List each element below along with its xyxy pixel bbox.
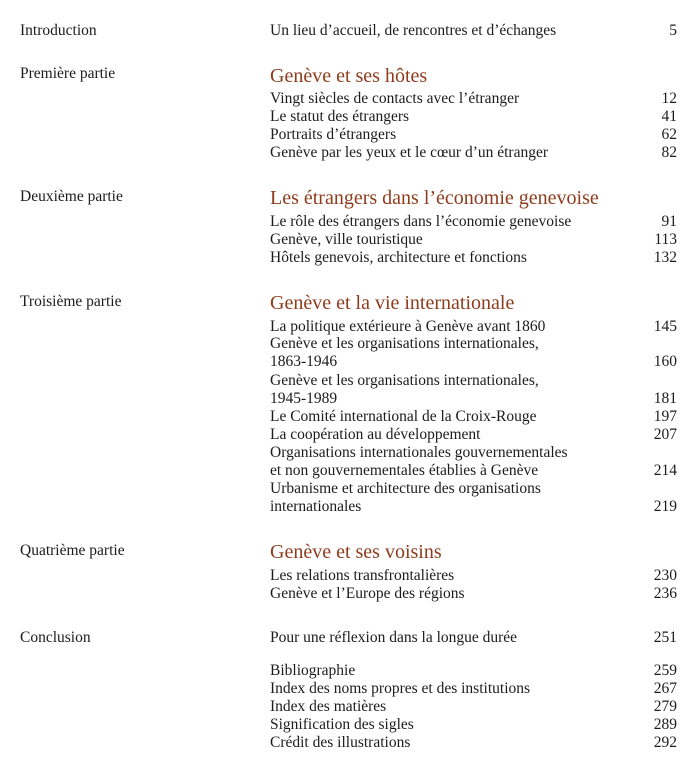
toc-entry-line2[interactable] <box>0 352 699 372</box>
toc-entry-appendix[interactable] <box>0 733 699 753</box>
entry-page: 207 <box>653 426 677 443</box>
entry-title: Le statut des étrangers <box>270 108 410 125</box>
toc-entry-conclusion[interactable] <box>0 628 699 648</box>
section-title: Genève et ses hôtes <box>270 65 428 87</box>
entry-title: Pour une réflexion dans la longue durée <box>270 629 518 646</box>
part-label: Deuxième partie <box>20 188 123 205</box>
section-title: Genève et ses voisins <box>270 541 442 563</box>
toc-entry[interactable] <box>0 125 699 145</box>
entry-title: Bibliographie <box>270 662 356 679</box>
toc-entry[interactable] <box>0 425 699 445</box>
toc-entry-appendix[interactable] <box>0 697 699 717</box>
part-label: Introduction <box>20 22 97 39</box>
entry-page: 181 <box>653 390 677 407</box>
toc-entry[interactable] <box>0 89 699 109</box>
entry-title: La politique extérieure à Genève avant 1860 <box>270 318 546 335</box>
entry-title: Les relations transfrontalières <box>270 567 455 584</box>
entry-title: Index des matières <box>270 698 387 715</box>
entry-title: Genève et les organisations internationales, <box>270 372 539 389</box>
entry-page: 62 <box>661 126 677 143</box>
entry-title: Urbanisme et architecture des organisations <box>270 480 541 497</box>
entry-page: 160 <box>653 353 677 370</box>
toc-entry-appendix[interactable] <box>0 661 699 681</box>
entry-page: 91 <box>661 213 677 230</box>
toc-entry-line2[interactable] <box>0 461 699 481</box>
entry-title: Crédit des illustrations <box>270 734 411 751</box>
section-title: Genève et la vie internationale <box>270 292 515 314</box>
entry-page: 197 <box>653 408 677 425</box>
part-label: Première partie <box>20 65 116 82</box>
entry-title: Hôtels genevois, architecture et fonctions <box>270 249 527 266</box>
toc-entry-line1[interactable] <box>0 443 699 463</box>
entry-title: Organisations internationales gouvernementales <box>270 444 568 461</box>
part-label: Conclusion <box>20 629 91 646</box>
entry-page: 113 <box>654 231 677 248</box>
entry-page: 219 <box>653 498 677 515</box>
entry-page: 259 <box>653 662 677 679</box>
entry-title: Vingt siècles de contacts avec l’étranger <box>270 90 520 107</box>
entry-title: La coopération au développement <box>270 426 481 443</box>
entry-page: 251 <box>653 629 677 646</box>
toc-entry[interactable] <box>0 248 699 268</box>
entry-title-cont: 1863-1946 <box>270 353 338 370</box>
entry-title: Genève et les organisations internationales, <box>270 335 539 352</box>
entry-title-cont: et non gouvernementales établies à Genève <box>270 462 539 479</box>
toc-entry[interactable] <box>0 407 699 427</box>
entry-page: 289 <box>653 716 677 733</box>
entry-title-cont: internationales <box>270 498 362 515</box>
entry-page: 236 <box>653 585 677 602</box>
entry-page: 292 <box>653 734 677 751</box>
toc-entry-line2[interactable] <box>0 497 699 517</box>
toc-entry-line1[interactable] <box>0 479 699 499</box>
toc-entry-introduction[interactable] <box>0 21 699 41</box>
entry-title: Signification des sigles <box>270 716 414 733</box>
entry-title-cont: 1945-1989 <box>270 390 338 407</box>
entry-title: Genève et l’Europe des régions <box>270 585 465 602</box>
entry-page: 82 <box>661 144 677 161</box>
toc-entry-line2[interactable] <box>0 389 699 409</box>
entry-title: Index des noms propres et des institutions <box>270 680 531 697</box>
entry-page: 267 <box>653 680 677 697</box>
entry-page: 279 <box>653 698 677 715</box>
section-title: Les étrangers dans l’économie genevoise <box>270 187 599 209</box>
entry-page: 12 <box>661 90 677 107</box>
entry-page: 230 <box>653 567 677 584</box>
part-label: Troisième partie <box>20 293 122 310</box>
toc-entry[interactable] <box>0 107 699 127</box>
toc-entry[interactable] <box>0 212 699 232</box>
entry-page: 214 <box>653 462 677 479</box>
toc-entry[interactable] <box>0 566 699 586</box>
entry-title: Le Comité international de la Croix-Rouge <box>270 408 537 425</box>
toc-entry-appendix[interactable] <box>0 679 699 699</box>
entry-page: 5 <box>669 22 677 39</box>
toc-entry-line1[interactable] <box>0 334 699 354</box>
entry-title: Genève par les yeux et le cœur d’un étranger <box>270 144 549 161</box>
toc-entry[interactable] <box>0 143 699 163</box>
toc-entry-appendix[interactable] <box>0 715 699 735</box>
entry-title: Portraits d’étrangers <box>270 126 397 143</box>
entry-title: Un lieu d’accueil, de rencontres et d’échanges <box>270 22 557 39</box>
toc-entry[interactable] <box>0 584 699 604</box>
entry-title: Genève, ville touristique <box>270 231 423 248</box>
entry-page: 145 <box>653 318 677 335</box>
toc-entry[interactable] <box>0 230 699 250</box>
toc-entry-line1[interactable] <box>0 371 699 391</box>
entry-title: Le rôle des étrangers dans l’économie genevoise <box>270 213 572 230</box>
part-label: Quatrième partie <box>20 542 125 559</box>
entry-page: 41 <box>661 108 677 125</box>
entry-page: 132 <box>653 249 677 266</box>
